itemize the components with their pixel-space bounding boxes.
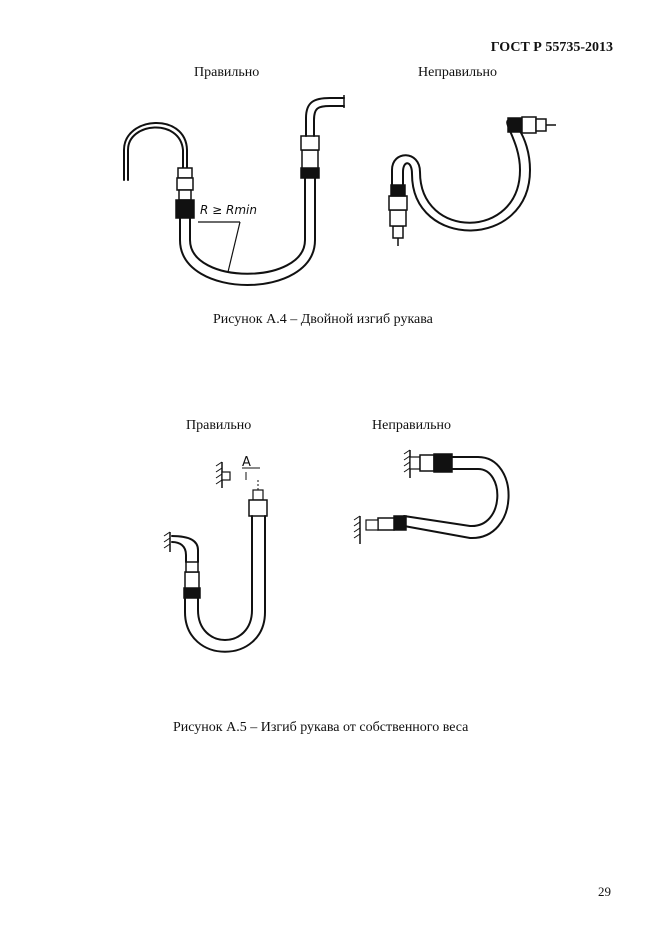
figure-a5-label-incorrect: Неправильно: [372, 418, 451, 433]
figure-a4-label-incorrect: Неправильно: [418, 65, 497, 80]
figure-a4-label-correct: Правильно: [194, 65, 260, 80]
figure-a5-correct-hose: [164, 462, 267, 652]
figure-a5-incorrect-hose: [354, 450, 509, 544]
page-number: 29: [598, 884, 611, 899]
figure-a4-radius-annotation: R ≥ Rmin: [200, 203, 257, 217]
document-header: ГОСТ Р 55735-2013: [490, 40, 613, 55]
figure-a5-label-correct: Правильно: [186, 418, 252, 433]
figure-a4-caption: Рисунок А.4 – Двойной изгиб рукава: [213, 312, 433, 327]
figure-a5-caption: Рисунок А.5 – Изгиб рукава от собственного веса: [173, 720, 469, 735]
figure-a5-point-annotation: A: [242, 455, 251, 470]
